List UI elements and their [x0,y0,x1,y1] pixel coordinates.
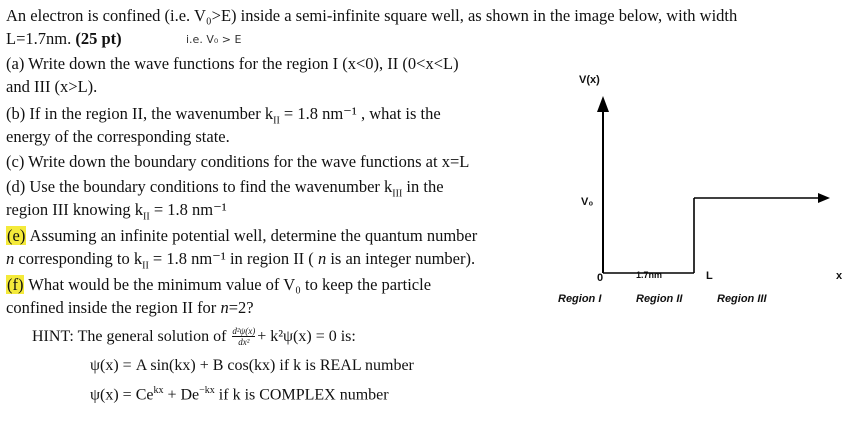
hint-line: HINT: The general solution of d²ψ(x) dx² + k²ψ(x) = 0 is: [32,326,356,347]
region-1-label: Region I [558,293,602,305]
y-axis-arrow [597,96,609,112]
part-c-line-1: (c) Write down the boundary conditions for the wave functions at x=L [6,152,470,171]
v0-label: V₀ [581,196,594,208]
part-d-line-2: region III knowing $k_{II} = 1.8$ nm⁻¹ [6,200,227,223]
part-f-line-2: confined inside the region II for n=2? [6,298,254,317]
part-f-line-1: (f) What would be the minimum value of V₀ to keep the particle [7,275,432,294]
part-a-line-2: and III (x>L). [6,77,98,96]
region-3-label: Region III [717,293,767,305]
problem-line-1: An electron is confined (i.e. V₀>E) inside a semi-infinite square well, as shown in the image below, with width [6,6,738,25]
part-f-highlight: (f) [7,275,24,294]
part-e-line-2: n corresponding to $k_{II} = 1.8$ nm⁻¹ in region II ( n is an integer number). [6,249,476,272]
width-label: 1.7nm [636,270,663,280]
part-e-line-1: (e) Assuming an infinite potential well, determine the quantum number [7,226,478,245]
solution-real: ψ(x) = A sin(kx) + B cos(kx) if k is REAL number [90,357,414,374]
origin-label: 0 [597,272,604,284]
part-a-line-1: (a) Write down the wave functions for the region I (x<0), II (0<x<L) [6,54,459,73]
x-axis-label: x [836,270,843,282]
part-d-line-1: (d) Use the boundary conditions to find the wavenumber $k_{III}$ in the [6,177,444,200]
y-axis-label: V(x) [579,74,600,86]
region-2-label: Region II [636,293,683,305]
solution-complex: $\psi(x) = Ce^{kx} + De^{-kx}$ if k is COMPLEX number [90,385,389,404]
problem-line-2: L=1.7nm. (25 pt) [6,29,122,48]
part-e-highlight: (e) [7,226,26,245]
handwritten-note: i.e. V₀ > E [186,33,242,46]
x-arrow [818,193,830,203]
part-b-line-2: energy of the corresponding state. [6,127,230,146]
part-b-line-1: (b) If in the region II, the wavenumber $k_{II} = 1.8$ nm⁻¹ , what is the [6,104,441,127]
hint-fraction: d²ψ(x) dx² [232,326,256,347]
l-label: L [706,270,713,282]
